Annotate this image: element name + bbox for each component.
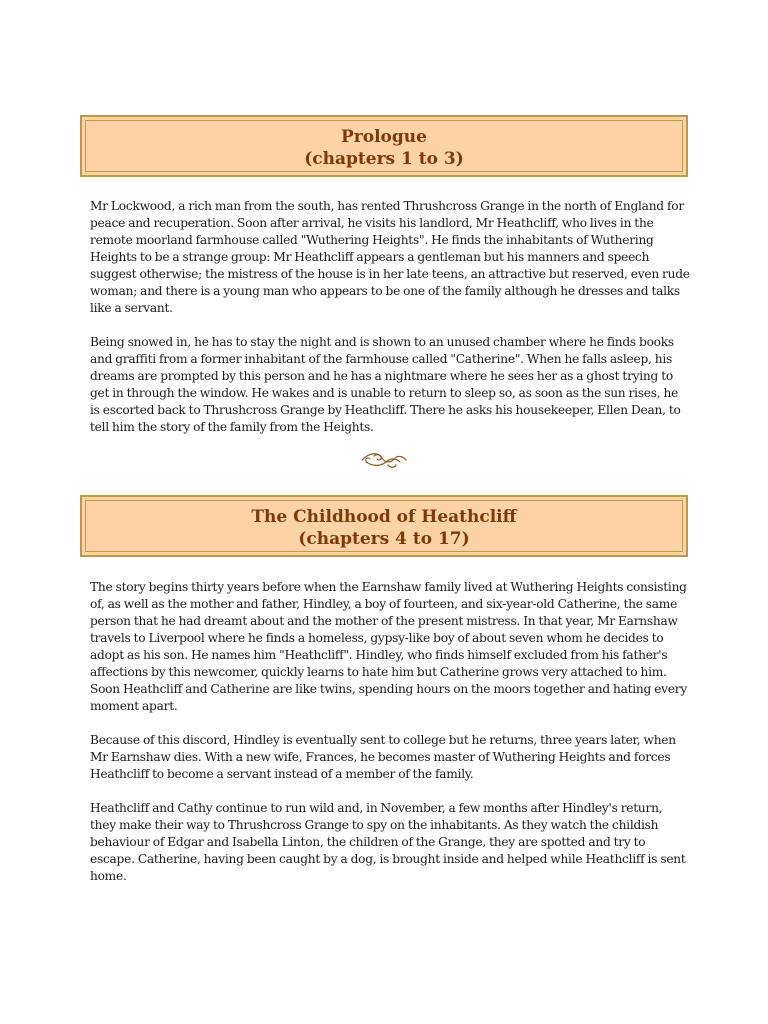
childhood-title: The Childhood of Heathcliff <box>251 507 517 527</box>
childhood-heading <box>80 495 688 557</box>
childhood-chapters: (chapters 4 to 17) <box>298 529 470 549</box>
prologue-chapters: (chapters 1 to 3) <box>304 149 464 169</box>
childhood-body <box>90 579 690 902</box>
prologue-paragraph-2: Being snowed in, he has to stay the night and is shown to an unused chamber where he finds books and graffiti from a former inhabitant of the farmhouse called "Catherine". When he falls asleep, his dreams are prompted by this person and he has a nightmare where he sees her as a ghost trying to get in through the window. He wakes and is unable to return to sleep so, as soon as the sun rises, he is escorted back to Thrushcross Grange by Heathcliff. There he asks his housekeeper, Ellen Dean, to tell him the story of the family from the Heights. <box>90 335 681 434</box>
childhood-paragraph-1: The story begins thirty years before when the Earnshaw family lived at Wuthering Heights consisting of, as well as the mother and father, Hindley, a boy of fourteen, and six-year-old Catherine, the same person that he had dreamt about and the mother of the present mistress. In that year, Mr Earnshaw travels to Liverpool where he finds a homeless, gypsy-like boy of about seven whom he decides to adopt as his son. He names him "Heathcliff". Hindley, who finds himself excluded from his father's affections by this newcomer, quickly learns to hate him but Catherine grows very attached to him. Soon Heathcliff and Catherine are like twins, spending hours on the moors together and hating every moment apart. <box>90 580 687 713</box>
prologue-heading <box>80 115 688 177</box>
childhood-paragraph-2: Because of this discord, Hindley is eventually sent to college but he returns, three years later, when Mr Earnshaw dies. With a new wife, Frances, he becomes master of Wuthering Heights and forces Heathcliff to become a servant instead of a member of the family. <box>90 733 676 781</box>
prologue-body <box>90 198 690 453</box>
prologue-paragraph-1: Mr Lockwood, a rich man from the south, has rented Thrushcross Grange in the north of England for peace and recuperation. Soon after arrival, he visits his landlord, Mr Heathcliff, who lives in the remote moorland farmhouse called "Wuthering Heights". He finds the inhabitants of Wuthering Heights to be a strange group: Mr Heathcliff appears a gentleman but his manners and speech suggest otherwise; the mistress of the house is in her late teens, an attractive but reserved, even rude woman; and there is a young man who appears to be one of the family although he dresses and talks like a servant. <box>90 199 690 315</box>
prologue-title: Prologue <box>341 127 427 147</box>
flourish-ornament-icon <box>360 448 408 472</box>
childhood-paragraph-3: Heathcliff and Cathy continue to run wild and, in November, a few months after Hindley's return, they make their way to Thrushcross Grange to spy on the inhabitants. As they watch the childish behaviour of Edgar and Isabella Linton, the children of the Grange, they are spotted and try to escape. Catherine, having been caught by a dog, is brought inside and helped while Heathcliff is sent home. <box>90 801 686 883</box>
